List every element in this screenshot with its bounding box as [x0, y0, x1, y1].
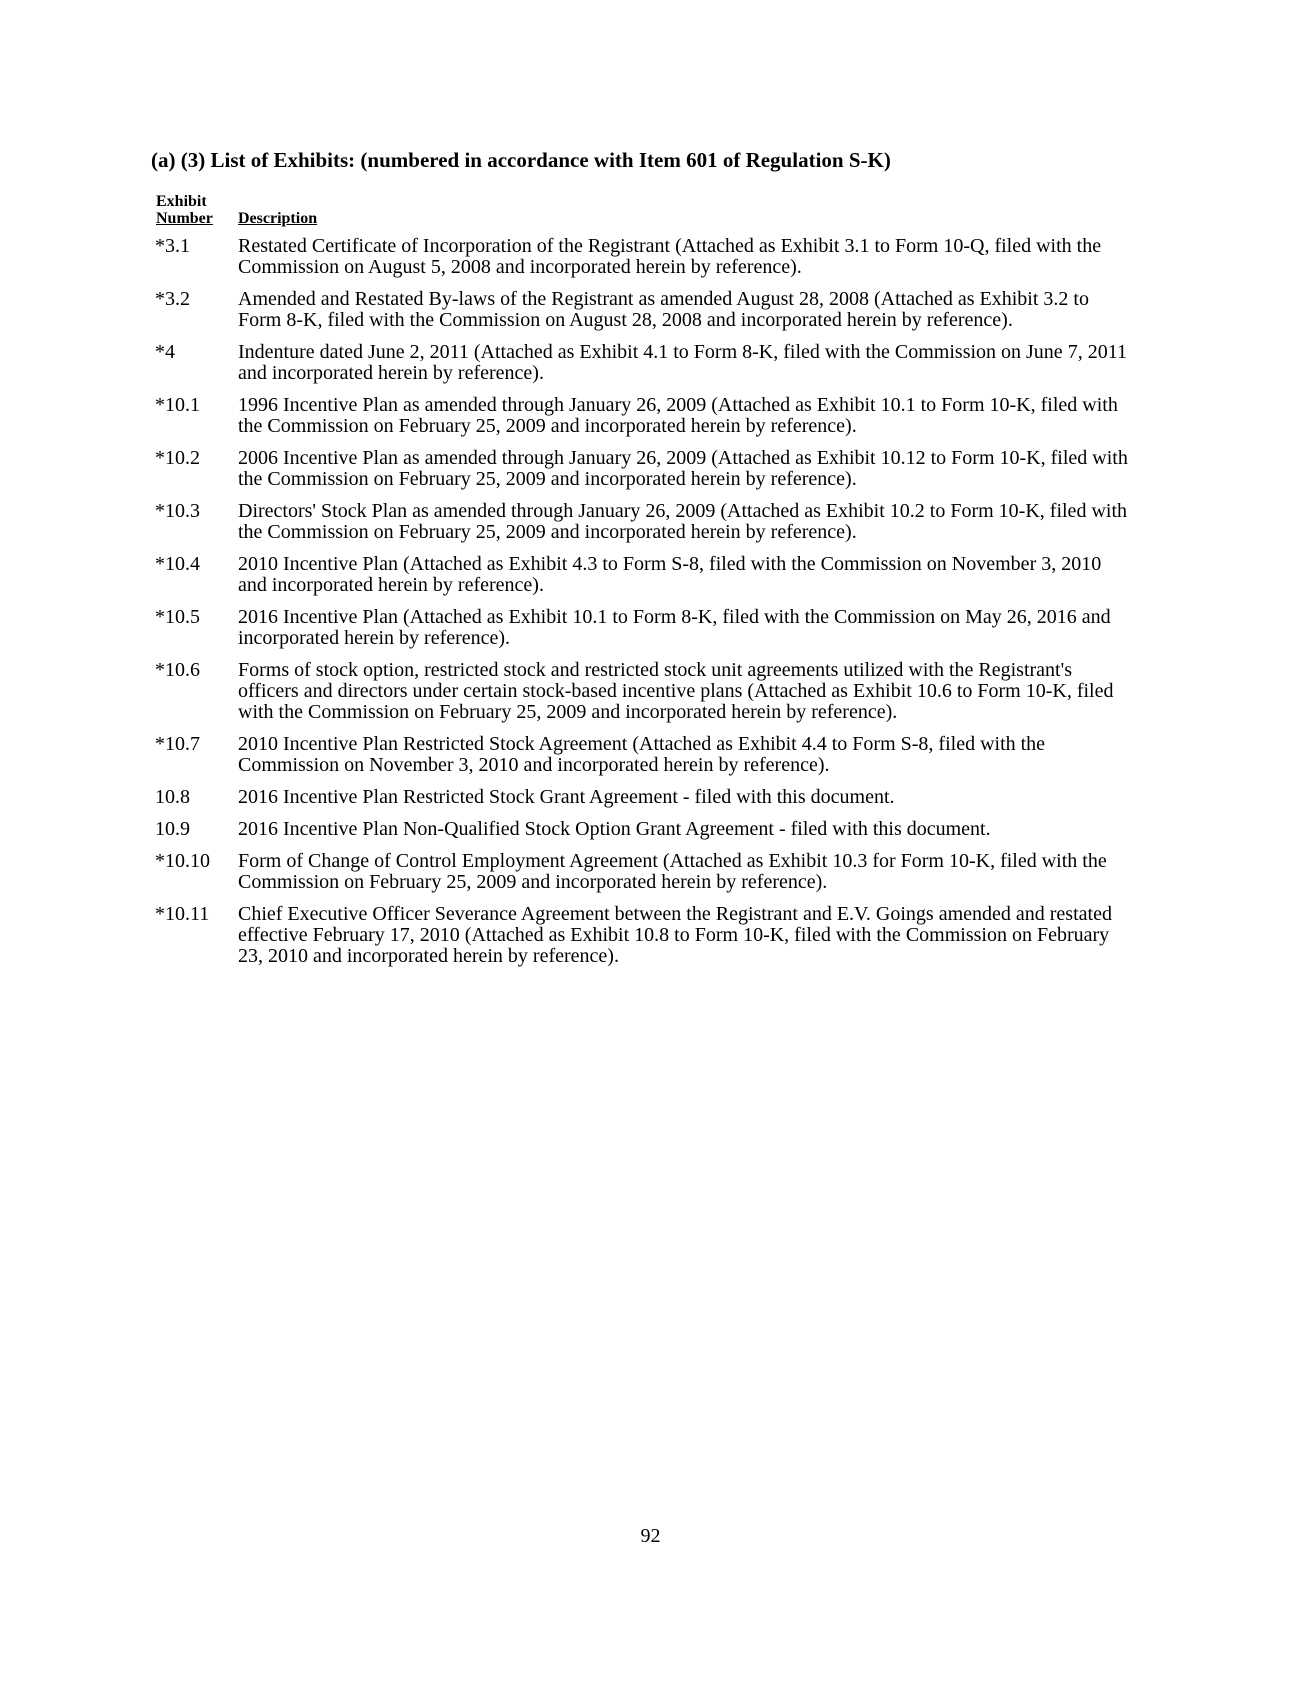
exhibit-row — [155, 236, 1145, 278]
exhibit-number: *10.7 — [155, 733, 200, 755]
exhibit-row — [155, 501, 1145, 543]
exhibit-row — [155, 289, 1145, 331]
exhibit-description: 2016 Incentive Plan Non-Qualified Stock Option Grant Agreement - filed with this document. — [238, 818, 991, 840]
exhibit-description: Chief Executive Officer Severance Agreement between the Registrant and E.V. Goings amended and restated effective February 17, 2010 (Attached as Exhibit 10.8 to Form 10-K, filed with the Commission on February 23, 2010 and incorporated herein by reference). — [238, 903, 1112, 967]
exhibit-description: Amended and Restated By-laws of the Registrant as amended August 28, 2008 (Attached as Exhibit 3.2 to Form 8-K, filed with the Commission on August 28, 2008 and incorporated herein by reference). — [238, 288, 1089, 331]
exhibit-number: *10.4 — [155, 553, 200, 575]
exhibit-row — [155, 851, 1145, 893]
exhibit-description: Indenture dated June 2, 2011 (Attached as Exhibit 4.1 to Form 8-K, filed with the Commission on June 7, 2011 and incorporated herein by reference). — [238, 341, 1127, 384]
exhibit-row — [155, 734, 1145, 776]
page-number: 92 — [640, 1525, 661, 1547]
column-header-line-1: Exhibit — [156, 193, 207, 210]
exhibit-number: 10.8 — [155, 786, 190, 808]
exhibit-row — [155, 554, 1145, 596]
exhibit-number: *10.2 — [155, 447, 200, 469]
exhibit-description: 2010 Incentive Plan Restricted Stock Agreement (Attached as Exhibit 4.4 to Form S-8, filed with the Commission on November 3, 2010 and incorporated herein by reference). — [238, 733, 1046, 776]
exhibit-row — [155, 819, 1145, 840]
exhibit-description: Form of Change of Control Employment Agreement (Attached as Exhibit 10.3 for Form 10-K, filed with the Commission on February 25, 2009 and incorporated herein by reference). — [238, 850, 1107, 893]
exhibit-description: Forms of stock option, restricted stock and restricted stock unit agreements utilized with the Registrant's officers and directors under certain stock-based incentive plans (Attached as Exhibit 10.6 to Form 10-K, filed with the Commission on February 25, 2009 and incorporated herein by reference). — [238, 659, 1114, 723]
exhibit-row — [155, 660, 1145, 723]
exhibit-number: *3.2 — [155, 288, 190, 310]
exhibit-number: *10.6 — [155, 659, 200, 681]
exhibit-row — [155, 395, 1145, 437]
exhibit-description: 2016 Incentive Plan (Attached as Exhibit 10.1 to Form 8-K, filed with the Commission on May 26, 2016 and incorporated herein by reference). — [238, 606, 1111, 649]
exhibit-list — [155, 236, 1145, 978]
exhibit-description: 1996 Incentive Plan as amended through January 26, 2009 (Attached as Exhibit 10.1 to Form 10-K, filed with the Commission on February 25, 2009 and incorporated herein by reference). — [238, 394, 1118, 437]
exhibit-row — [155, 904, 1145, 967]
exhibit-description: 2010 Incentive Plan (Attached as Exhibit 4.3 to Form S-8, filed with the Commission on November 3, 2010 and incorporated herein by reference). — [238, 553, 1102, 596]
exhibit-row — [155, 607, 1145, 649]
exhibit-number-column-header — [156, 193, 213, 227]
exhibit-number: *4 — [155, 341, 175, 363]
exhibit-number: 10.9 — [155, 818, 190, 840]
exhibit-number: *10.5 — [155, 606, 200, 628]
exhibit-number: *10.1 — [155, 394, 200, 416]
exhibit-number: *10.3 — [155, 500, 200, 522]
exhibit-row — [155, 342, 1145, 384]
exhibit-number: *10.10 — [155, 850, 210, 872]
exhibit-description: 2016 Incentive Plan Restricted Stock Grant Agreement - filed with this document. — [238, 786, 895, 808]
exhibit-row — [155, 448, 1145, 490]
exhibit-description: Directors' Stock Plan as amended through January 26, 2009 (Attached as Exhibit 10.2 to Form 10-K, filed with the Commission on February 25, 2009 and incorporated herein by reference). — [238, 500, 1127, 543]
column-header-line-2: Number — [156, 210, 213, 227]
exhibit-description: Restated Certificate of Incorporation of the Registrant (Attached as Exhibit 3.1 to Form 10-Q, filed with the Commission on August 5, 2008 and incorporated herein by reference). — [238, 235, 1102, 278]
exhibit-number: *10.11 — [155, 903, 210, 925]
description-column-header: Description — [238, 210, 318, 227]
exhibit-description: 2006 Incentive Plan as amended through January 26, 2009 (Attached as Exhibit 10.12 to Form 10-K, filed with the Commission on February 25, 2009 and incorporated herein by reference). — [238, 447, 1128, 490]
section-heading: (a) (3) List of Exhibits: (numbered in accordance with Item 601 of Regulation S-K) — [151, 148, 891, 172]
exhibit-number: *3.1 — [155, 235, 190, 257]
exhibit-row — [155, 787, 1145, 808]
